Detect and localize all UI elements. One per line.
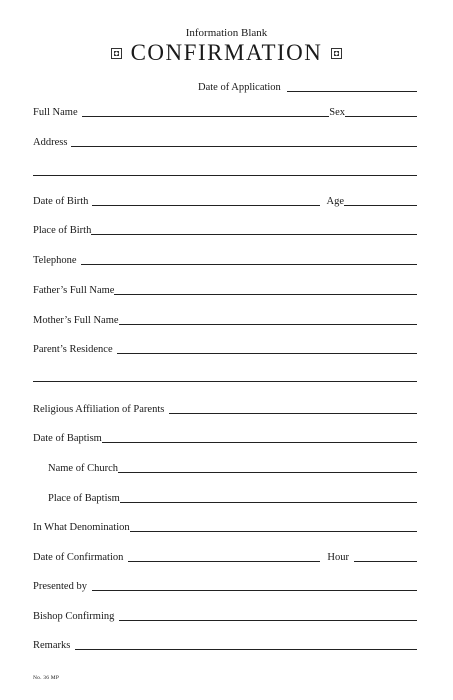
bishop-confirming-label: Bishop Confirming xyxy=(33,610,115,622)
date-of-birth-row xyxy=(33,193,417,207)
denomination-row xyxy=(33,519,417,533)
parents-residence-field[interactable] xyxy=(117,353,417,354)
telephone-label: Telephone xyxy=(33,254,77,266)
name-of-church-field[interactable] xyxy=(118,472,417,473)
address-continuation-line[interactable] xyxy=(33,175,417,176)
denomination-label: In What Denomination xyxy=(33,521,130,533)
bishop-confirming-row xyxy=(33,608,417,622)
parents-residence-row xyxy=(33,341,417,355)
name-of-church-label: Name of Church xyxy=(48,462,118,474)
form-title: CONFIRMATION xyxy=(130,40,323,65)
date-of-confirmation-field[interactable] xyxy=(128,561,320,562)
denomination-field[interactable] xyxy=(130,531,417,532)
date-of-application-field[interactable] xyxy=(287,91,417,92)
date-of-application-row xyxy=(198,79,417,93)
place-of-baptism-row xyxy=(48,490,417,504)
mothers-name-field[interactable] xyxy=(119,324,417,325)
fathers-name-field[interactable] xyxy=(114,294,417,295)
place-of-birth-row xyxy=(33,222,417,236)
fathers-name-label: Father’s Full Name xyxy=(33,284,115,296)
mothers-name-row xyxy=(33,312,417,326)
date-of-confirmation-row xyxy=(33,549,417,563)
address-field[interactable] xyxy=(71,146,417,147)
title-row xyxy=(0,40,453,66)
date-of-baptism-row xyxy=(33,430,417,444)
telephone-field[interactable] xyxy=(81,264,417,265)
date-of-baptism-label: Date of Baptism xyxy=(33,432,102,444)
hour-field[interactable] xyxy=(354,561,417,562)
date-of-birth-label: Date of Birth xyxy=(33,195,89,207)
name-of-church-row xyxy=(48,460,417,474)
telephone-row xyxy=(33,252,417,266)
hour-label: Hour xyxy=(327,551,349,563)
full-name-label: Full Name xyxy=(33,106,78,118)
address-label: Address xyxy=(33,136,68,148)
full-name-field[interactable] xyxy=(82,116,330,117)
left-ornament-icon xyxy=(111,48,122,59)
remarks-label: Remarks xyxy=(33,639,71,651)
parents-residence-label: Parent’s Residence xyxy=(33,343,113,355)
date-of-application-label: Date of Application xyxy=(198,81,281,93)
date-of-confirmation-label: Date of Confirmation xyxy=(33,551,124,563)
fathers-name-row xyxy=(33,282,417,296)
address-row xyxy=(33,134,417,148)
remarks-row xyxy=(33,637,417,651)
parents-residence-continuation-line[interactable] xyxy=(33,381,417,382)
religious-affiliation-label: Religious Affiliation of Parents xyxy=(33,403,165,415)
place-of-baptism-field[interactable] xyxy=(120,502,417,503)
right-ornament-icon xyxy=(331,48,342,59)
place-of-birth-label: Place of Birth xyxy=(33,224,92,236)
mothers-name-label: Mother’s Full Name xyxy=(33,314,119,326)
presented-by-field[interactable] xyxy=(92,590,417,591)
form-number: No. 36 MP xyxy=(33,675,60,681)
age-field[interactable] xyxy=(344,205,417,206)
place-of-birth-field[interactable] xyxy=(91,234,417,235)
full-name-row xyxy=(33,104,417,118)
date-of-birth-field[interactable] xyxy=(92,205,319,206)
bishop-confirming-field[interactable] xyxy=(119,620,417,621)
religious-affiliation-row xyxy=(33,401,417,415)
religious-affiliation-field[interactable] xyxy=(169,413,417,414)
remarks-field[interactable] xyxy=(75,649,417,650)
sex-field[interactable] xyxy=(345,116,417,117)
presented-by-label: Presented by xyxy=(33,580,87,592)
age-label: Age xyxy=(326,195,344,207)
place-of-baptism-label: Place of Baptism xyxy=(48,492,120,504)
presented-by-row xyxy=(33,578,417,592)
form-subtitle: Information Blank xyxy=(185,27,268,39)
date-of-baptism-field[interactable] xyxy=(102,442,417,443)
sex-label: Sex xyxy=(329,106,345,118)
